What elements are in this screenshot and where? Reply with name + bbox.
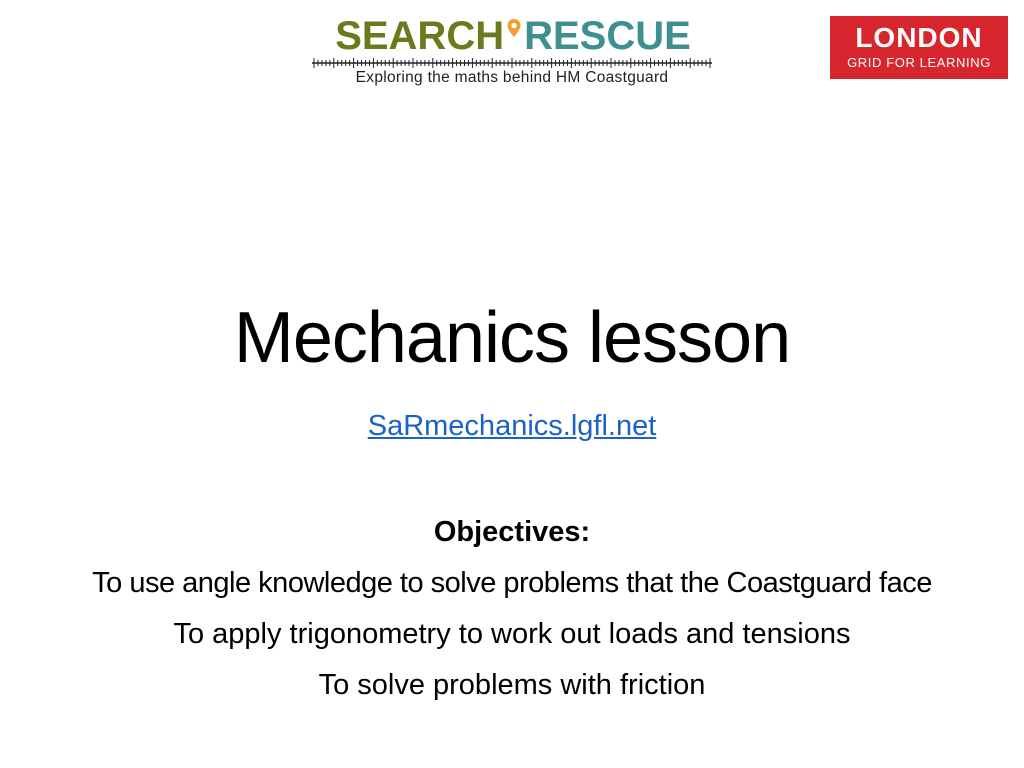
ruler-line [312, 57, 712, 69]
search-rescue-tagline: Exploring the maths behind HM Coastguard [355, 69, 669, 86]
page-title: Mechanics lesson [233, 298, 791, 378]
search-word: SEARCH [335, 14, 505, 58]
lgfl-logo-line1: LONDON [855, 22, 983, 53]
website-link-container [0, 408, 1024, 444]
search-rescue-logo [312, 14, 712, 90]
objective-item: To solve problems with friction [318, 669, 706, 701]
rescue-word: RESCUE [524, 14, 691, 58]
website-link[interactable]: SaRmechanics.lgfl.net [367, 410, 657, 442]
location-pin-icon [506, 17, 522, 45]
london-grid-for-learning-logo[interactable] [830, 16, 1008, 79]
objective-item: To apply trigonometry to work out loads and tensions [173, 618, 851, 650]
objective-item: To use angle knowledge to solve problems that the Coastguard face [92, 567, 932, 599]
lgfl-logo-line2: GRID FOR LEARNING [847, 55, 991, 70]
objectives-heading: Objectives: [433, 516, 591, 548]
search-rescue-wordmark [318, 14, 708, 58]
